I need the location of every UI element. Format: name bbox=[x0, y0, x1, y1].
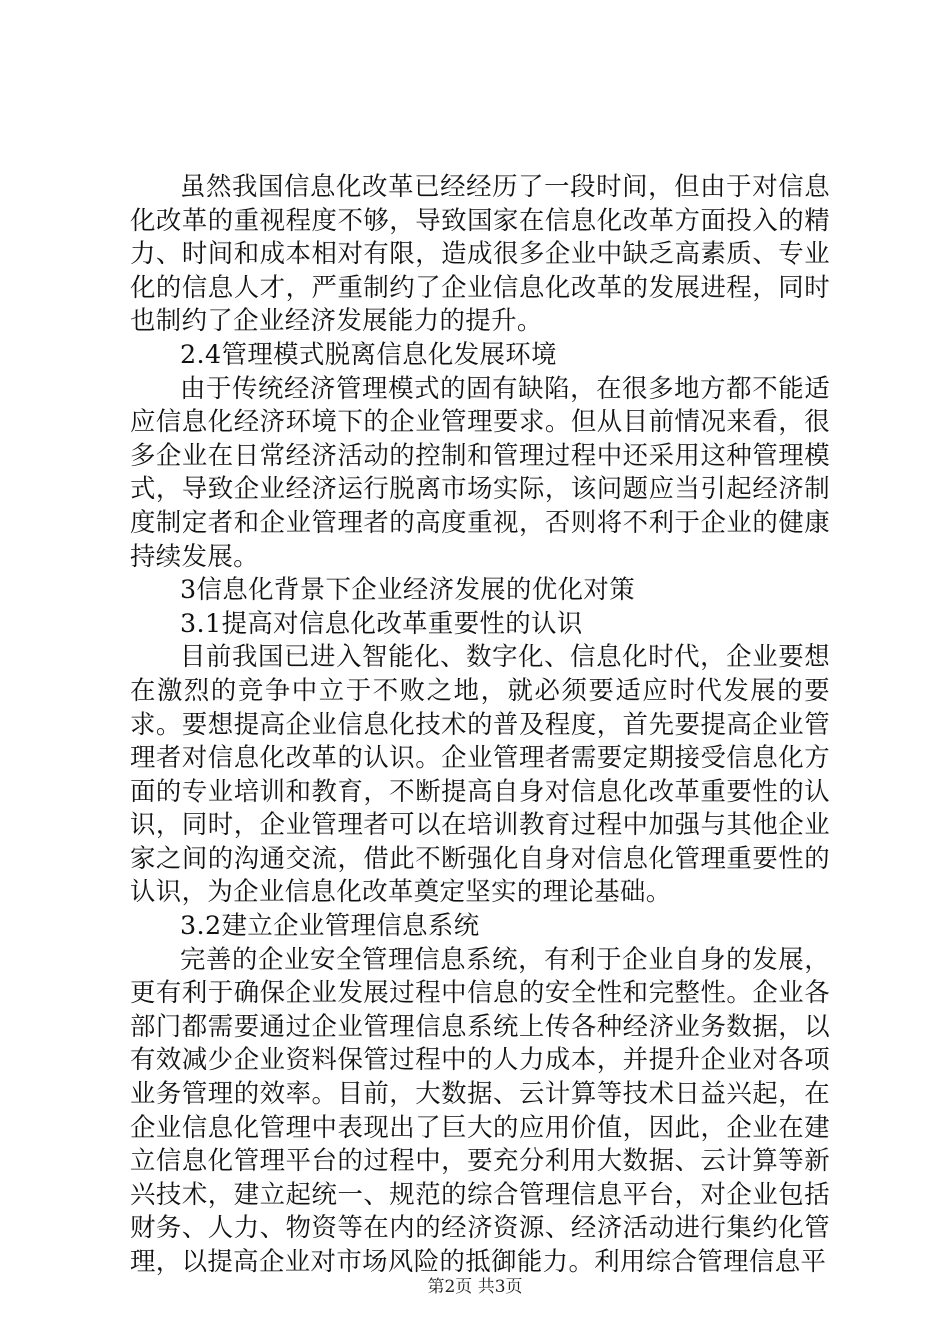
paragraph-information-system: 完善的企业安全管理信息系统，有利于企业自身的发展，更有利于确保企业发展过程中信息的安全性和完整性。企业各部门都需要通过企业管理信息系统上传各种经济业务数据，以有效减少企业资料保管过程中的人力成本，并提升企业对各项业务管理的效率。目前，大数据、云计算等技术日益兴起，在企业信息化管理中表现出了巨大的应用价值，因此，企业在建立信息化管理平台的过程中，要充分利用大数据、云计算等新兴技术，建立起统一、规范的综合管理信息平台，对企业包括财务、人力、物资等在内的经济资源、经济活动进行集约化管理，以提高企业对市场风险的抵御能力。利用综合管理信息平 bbox=[130, 943, 830, 1276]
paragraph-awareness: 目前我国已进入智能化、数字化、信息化时代，企业要想在激烈的竞争中立于不败之地，就必须要适应时代发展的要求。要想提高企业信息化技术的普及程度，首先要提高企业管理者对信息化改革的认识。企业管理者需要定期接受信息化方面的专业培训和教育，不断提高自身对信息化改革重要性的认识，同时，企业管理者可以在培训教育过程中加强与其他企业家之间的沟通交流，借此不断强化自身对信息化管理重要性的认识，为企业信息化改革奠定坚实的理论基础。 bbox=[130, 641, 830, 907]
section-heading-3-1: 3.1提高对信息化改革重要性的认识 bbox=[180, 607, 583, 638]
page-number: 第2页 bbox=[427, 1277, 473, 1297]
page-total: 共3页 bbox=[477, 1277, 523, 1297]
paragraph-management-model: 由于传统经济管理模式的固有缺陷，在很多地方都不能适应信息化经济环境下的企业管理要求。但从目前情况来看，很多企业在日常经济活动的控制和管理过程中还采用这种管理模式，导致企业经济运行脱离市场实际，该问题应当引起经济制度制定者和企业管理者的高度重视，否则将不利于企业的健康持续发展。 bbox=[130, 372, 830, 571]
document-body bbox=[130, 170, 830, 1279]
page-footer bbox=[0, 1277, 950, 1297]
section-heading-2-4: 2.4管理模式脱离信息化发展环境 bbox=[180, 338, 557, 369]
section-heading-3-2: 3.2建立企业管理信息系统 bbox=[180, 910, 480, 941]
section-heading-3: 3信息化背景下企业经济发展的优化对策 bbox=[180, 574, 635, 605]
paragraph-talent-shortage: 虽然我国信息化改革已经经历了一段时间，但由于对信息化改革的重视程度不够，导致国家在信息化改革方面投入的精力、时间和成本相对有限，造成很多企业中缺乏高素质、专业化的信息人才，严重制约了企业信息化改革的发展进程，同时也制约了企业经济发展能力的提升。 bbox=[130, 171, 830, 336]
